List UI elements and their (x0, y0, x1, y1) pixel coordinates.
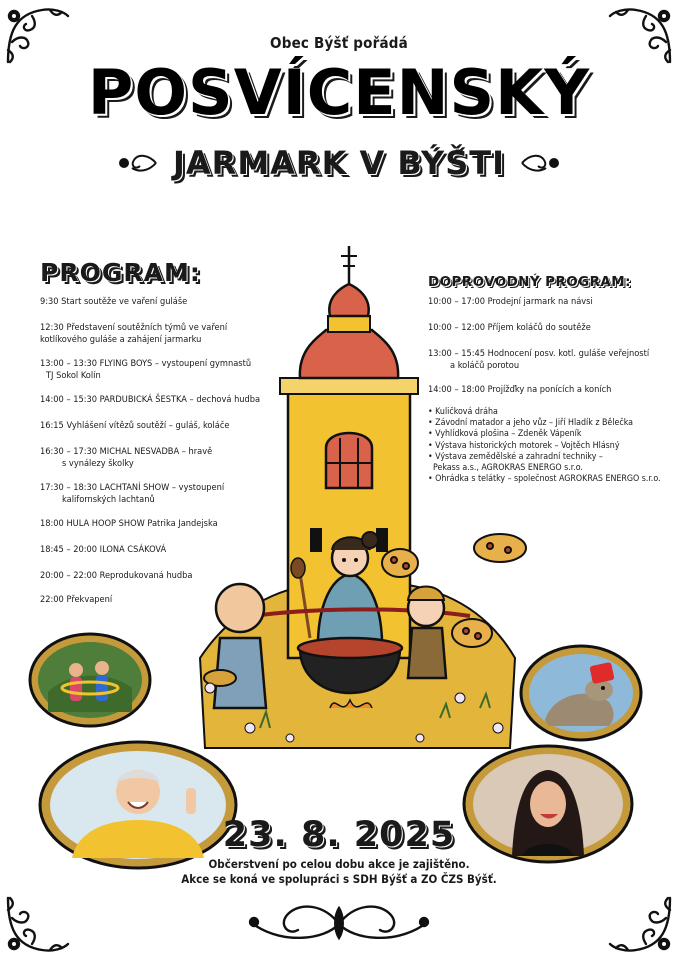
organizer-line: Obec Býšť pořádá (270, 34, 408, 52)
cooperation-note: Akce se koná ve spolupráci s SDH Býšť a ZO ČZS Býšť. (181, 872, 497, 886)
page-title: POSVÍCENSKÝ (87, 56, 591, 129)
page-subtitle: JARMARK V BÝŠTI (173, 144, 505, 182)
side-schedule-item: 14:00 – 18:00 Projížďky na ponících a koních (428, 384, 612, 395)
bullet-item: Pekass a.s., AGROKRAS ENERGO s.r.o. (428, 463, 583, 474)
photo-hula-hoop-performers (28, 632, 152, 728)
bullet-item: • Výstava historických motorek – Vojtěch Hlásný (428, 440, 620, 451)
schedule-item: 12:30 Představení soutěžních týmů ve vaření kotlíkového guláše a zahájení jarmarku (40, 322, 228, 345)
flourish-right-icon (520, 150, 560, 176)
flourish-left-icon (118, 150, 158, 176)
bullet-item: • Ohrádka s telátky – společnost AGROKRAS ENERGO s.r.o. (428, 474, 661, 485)
side-program-heading: DOPROVODNÝ PROGRAM: (428, 274, 631, 290)
schedule-item: 9:30 Start soutěže ve vaření guláše (40, 296, 188, 307)
bottom-flourish-icon (244, 894, 434, 948)
schedule-item: 16:15 Vyhlášení vítězů soutěží – guláš, koláče (40, 420, 230, 431)
schedule-item: 18:00 HULA HOOP SHOW Patrika Jandejska (40, 518, 218, 529)
bullet-item: • Vyhlídková plošina – Zdeněk Vápeník (428, 429, 582, 440)
program-heading: PROGRAM: (40, 258, 201, 287)
schedule-item: 16:30 – 17:30 MICHAL NESVADBA – hravě s vynálezy školky (40, 446, 213, 469)
photo-sea-lion (519, 644, 643, 742)
side-schedule-item: 13:00 – 15:45 Hodnocení posv. kotl. guláše veřejností a koláčů porotou (428, 348, 650, 371)
schedule-item: 20:00 – 22:00 Reprodukovaná hudba (40, 570, 193, 581)
refreshments-note: Občerstvení po celou dobu akce je zajištěno. (208, 857, 470, 871)
church-fair-illustration (180, 238, 530, 758)
bullet-item: • Výstava zemědělské a zahradní techniky – (428, 451, 603, 462)
schedule-item: 13:00 – 13:30 FLYING BOYS – vystoupení gymnastů TJ Sokol Kolín (40, 358, 252, 381)
schedule-item: 17:30 – 18:30 LACHTANÍ SHOW – vystoupení kalifornských lachtanů (40, 482, 225, 505)
subtitle-row (0, 142, 678, 184)
event-date: 23. 8. 2025 (222, 815, 456, 855)
bullet-item: • Kuličková dráha (428, 407, 498, 417)
side-schedule-item: 10:00 – 12:00 Příjem koláčů do soutěže (428, 322, 591, 333)
corner-ornament-bottom-right (606, 888, 676, 958)
schedule-item: 14:00 – 15:30 PARDUBICKÁ ŠESTKA – dechová hudba (40, 394, 261, 405)
schedule-item: 18:45 – 20:00 ILONA CSÁKOVÁ (40, 544, 167, 555)
bullet-item: • Závodní matador a jeho vůz – Jiří Hladík z Bělečka (428, 418, 633, 429)
corner-ornament-bottom-left (2, 888, 72, 958)
schedule-item: 22:00 Překvapení (40, 594, 113, 605)
side-schedule-item: 10:00 – 17:00 Prodejní jarmark na návsi (428, 296, 593, 307)
